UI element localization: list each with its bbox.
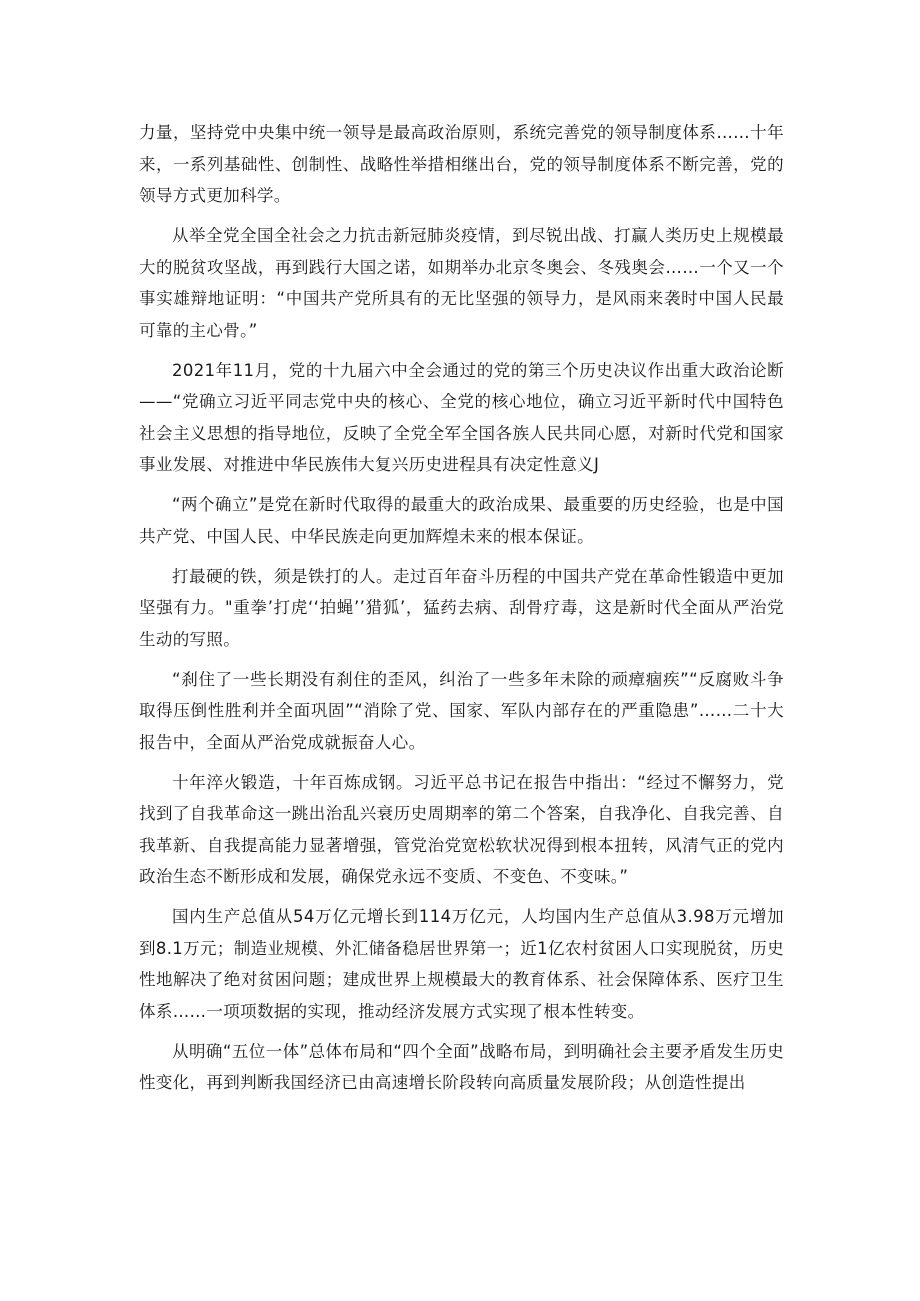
paragraph-two-establishments: “两个确立”是党在新时代取得的最重大的政治成果、最重要的历史经验，也是中国共产党、中国人民、中华民族走向更加辉煌未来的根本保证。 [139,495,784,546]
paragraph-historical-resolution: 2021年11月，党的十九届六中全会通过的党的第三个历史决议作出重大政治论断——“党确立习近平同志党中央的核心、全党的核心地位，确立习近平新时代中国特色社会主义思想的指导地位，反映了全党全军全国各族人民共同心愿，对新时代党和国家事业发展、对推进中华民族伟大复兴历史进程具有决定性意义J [139,360,784,474]
paragraph-overall-layout: 从明确“五位一体”总体布局和“四个全面”战略布局，到明确社会主要矛盾发生历史性变化，再到判断我国经济已由高速增长阶段转向高质量发展阶段；从创造性提出 [139,1041,784,1092]
paragraph-strict-governance: 打最硬的铁，须是铁打的人。走过百年奋斗历程的中国共产党在革命性锻造中更加坚强有力。"重拳’打虎‘‘拍蝇’’猎狐’，猛药去病、刮骨疗毒，这是新时代全面从严治党生动的写照。 [139,566,784,649]
paragraph-anti-corruption-quotes: “刹住了一些长期没有刹住的歪风，纠治了一些多年未除的顽瘴痼疾”“反腐败斗争取得压倒性胜利并全面巩固”“消除了党、国家、军队内部存在的严重隐患”……二十大报告中，全面从严治党成就振奋人心。 [139,669,784,752]
paragraph-economic-figures: 国内生产总值从54万亿元增长到114万亿元，人均国内生产总值从3.98万元增加到8.1万元；制造业规模、外汇储备稳居世界第一；近1亿农村贫困人口实现脱贫，历史性地解决了绝对贫困问题；建成世界上规模最大的教育体系、社会保障体系、医疗卫生体系……一项项数据的实现，推动经济发展方式实现了根本性转变。 [139,907,784,1021]
paragraph-party-leadership-system: 力量，坚持党中央集中统一领导是最高政治原则，系统完善党的领导制度体系……十年来，一系列基础性、创制性、战略性举措相继出台，党的领导制度体系不断完善，党的领导方式更加科学。 [139,123,784,205]
paragraph-self-revolution: 十年淬火锻造，十年百炼成钢。习近平总书记在报告中指出：“经过不懈努力，党找到了自我革命这一跳出治乱兴衰历史周期率的第二个答案，自我净化、自我完善、自我革新、自我提高能力显著增强，管党治党宽松软状况得到根本扭转，风清气正的党内政治生态不断形成和发展，确保党永远不变质、不变色、不变味。” [139,772,784,886]
paragraph-pandemic-poverty-olympics: 从举全党全国全社会之力抗击新冠肺炎疫情，到尽锐出战、打赢人类历史上规模最大的脱贫攻坚战，再到践行大国之诺，如期举办北京冬奥会、冬残奥会……一个又一个事实雄辩地证明：“中国共产党所具有的无比坚强的领导力，是风雨来袭时中国人民最可靠的主心骨。” [139,226,784,340]
